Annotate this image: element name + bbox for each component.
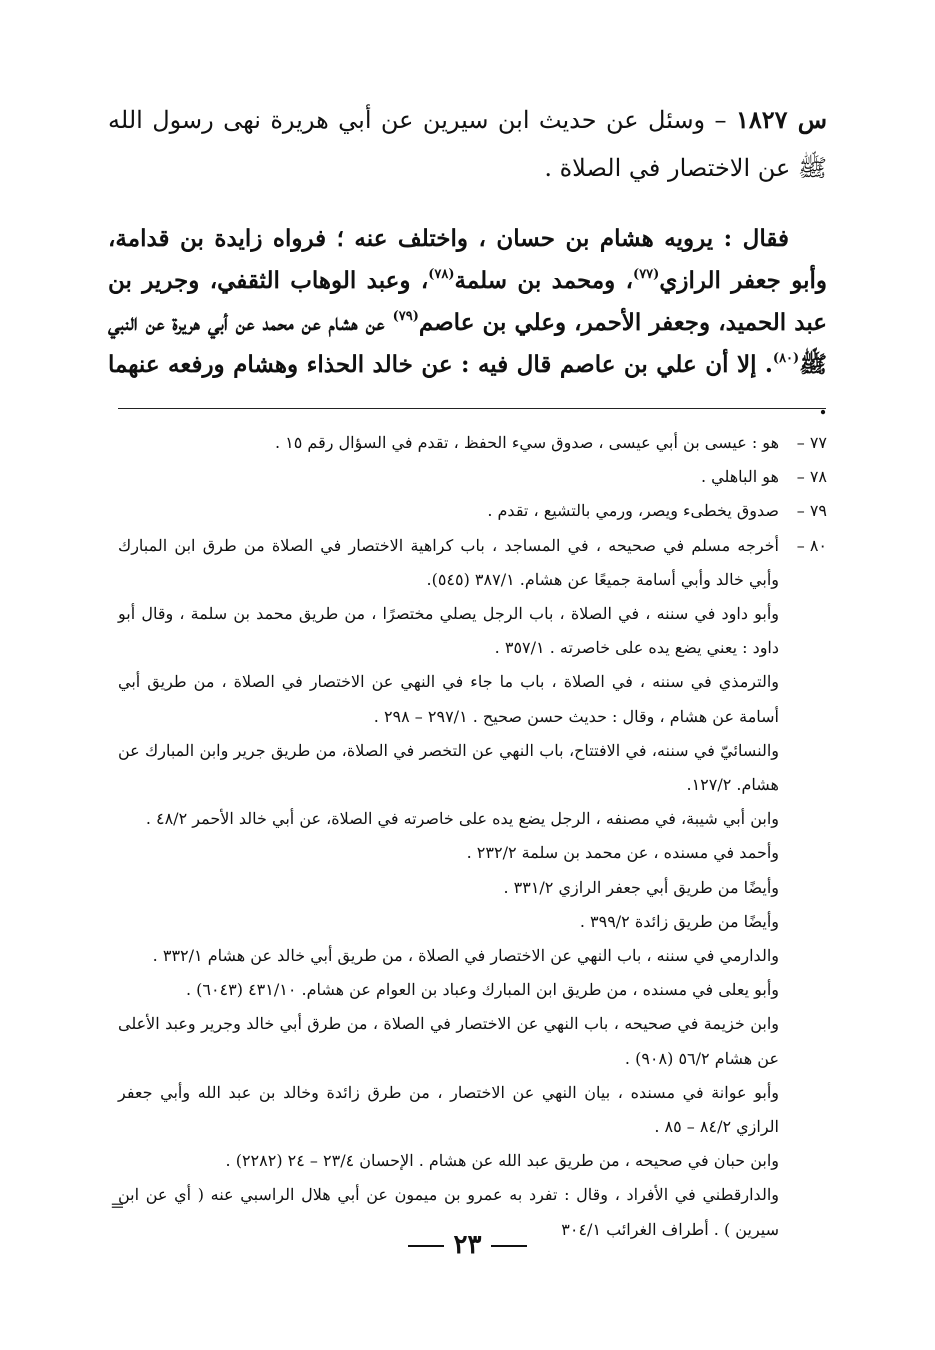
question-paragraph	[108, 96, 827, 192]
footnote-line-abu-awanah: وأبو عوانة في مسنده ، بيان النهي عن الاختصار ، من طرق زائدة وخالد بن عبد الله وأبي جعفر الرازي ٨٤/٢ – ٨٥ .	[118, 1082, 779, 1137]
footnote-line-abudawud: وأبو داود في سننه ، في الصلاة ، باب الرجل يصلي مختصرًا ، من طريق محمد بن سلمة ، وقال أبو داود : يعني يضع يده على خاصرته . ٣٥٧/١ .	[118, 604, 779, 658]
footnote-ref-79[interactable]: (٧٩)	[392, 309, 419, 324]
footnote-line-darimi: والدارمي في سننه ، باب النهي عن الاختصار في الصلاة ، من طريق أبي خالد عن هشام ٣٣٢/١ .	[152, 946, 779, 966]
footnotes	[118, 426, 827, 1247]
page-number-value: ٢٣	[453, 1230, 482, 1260]
answer-text-2: ، ومحمد بن سلمة	[454, 267, 634, 294]
footnote-line-ibn-abi-shaybah: وابن أبي شيبة، في مصنفه ، الرجل يضع يده على خاصرته في الصلاة، عن أبي خالد الأحمر ٤٨/٢ .	[145, 809, 779, 829]
margin-mark: ═	[112, 1196, 123, 1217]
footnote-line: هو الباهلي .	[700, 467, 779, 487]
footnote-line: صدوق يخطىء ويصر، ورمي بالتشيع ، تقدم .	[487, 501, 779, 521]
footnote-ref-80[interactable]: (٨٠)	[772, 351, 800, 366]
footnote-77	[118, 426, 827, 460]
footnote-line-ahmad-2: وأيضًا من طريق أبي جعفر الرازي ٣٣١/٢ .	[503, 877, 779, 897]
question-text: – وسئل عن حديث ابن سيرين عن أبي هريرة نهى رسول الله ﷺ عن الاختصار في الصلاة .	[108, 106, 827, 182]
footnote-80	[118, 529, 827, 1247]
footnote-ref-77[interactable]: (٧٧)	[633, 267, 660, 282]
page-number	[0, 1230, 935, 1260]
footnote-line: هو : عيسى بن أبي عيسى ، صدوق سيء الحفظ ، تقدم في السؤال رقم ١٥ .	[274, 433, 779, 452]
question-number: س ١٨٢٧	[735, 105, 827, 134]
answer-text-3: ، وعبد الوهاب الثقفي، وجرير بن عبد الحميد، وجعفر الأحمر، وعلي بن عاصم	[108, 267, 828, 336]
answer-text-1: فقال : يرويه هشام بن حسان ، واختلف عنه ؛ فرواه زايدة بن قدامة، وأبو جعفر الرازي	[108, 225, 828, 294]
footnote-number: ٧٩ –	[796, 501, 827, 521]
footnote-number: ٧٧ –	[796, 433, 827, 452]
footnote-number: ٨٠ –	[796, 535, 827, 555]
footnote-line-tirmidhi: والترمذي في سننه ، في الصلاة ، باب ما جاء في النهي عن الاختصار في الصلاة ، من طريق أبي أسامة عن هشام ، وقال : حديث حسن صحيح . ٢٩٧/١ – ٢٩٨ .	[118, 672, 779, 726]
footnote-line-abu-yala: وأبو يعلى في مسنده ، من طريق ابن المبارك وعباد بن العوام عن هشام. ٤٣١/١٠ (٦٠٤٣) .	[185, 980, 779, 1000]
answer-text-5: . إلا أن علي بن عاصم قال فيه : عن خالد الحذاء وهشام ورفعه عنهما .	[108, 351, 827, 420]
footnote-79	[118, 494, 827, 528]
footnote-line-ibn-hibban: وابن حبان في صحيحه ، من طريق عبد الله عن هشام . الإحسان ٢٣/٤ – ٢٤ (٢٢٨٢) .	[225, 1151, 779, 1171]
footnote-78	[118, 460, 827, 494]
page-number-dash-right	[491, 1245, 527, 1247]
answer-text-4: عن هشام عن محمد عن أبي هريرة عن النبي ﷺ	[108, 309, 827, 378]
footnote-line-ibn-khuzaymah: وابن خزيمة في صحيحه ، باب النهي عن الاختصار في الصلاة ، من طرق أبي خالد وجرير وعبد الأعلى عن هشام ٥٦/٢ (٩٠٨) .	[118, 1014, 779, 1068]
page-number-dash-left	[408, 1245, 444, 1247]
footnote-number: ٧٨ –	[796, 467, 827, 487]
footnote-line-daraqutni: والدارقطني في الأفراد ، وقال : تفرد به عمرو بن ميمون عن أبي هلال الراسبي عنه ( أي عن ابن سيرين ) . أطراف الغرائب ٣٠٤/١	[118, 1185, 779, 1239]
footnote-line-ahmad-3: وأيضًا من طريق زائدة ٣٩٩/٢ .	[579, 911, 779, 931]
footnote-divider	[118, 408, 826, 409]
footnote-line-nasai: والنسائيّ في سننه، في الافتتاح، باب النهي عن التخصر في الصلاة، من طريق جرير وابن المبارك عن هشام. ١٢٧/٢.	[118, 740, 779, 795]
answer-paragraph	[108, 218, 827, 428]
footnote-ref-78[interactable]: (٧٨)	[428, 267, 455, 282]
footnote-line-ahmad: وأحمد في مسنده ، عن محمد بن سلمة ٢٣٢/٢ .	[466, 843, 779, 863]
footnote-line-muslim: أخرجه مسلم في صحيحه ، في المساجد ، باب كراهية الاختصار في الصلاة من طرق ابن المبارك وأبي خالد وأبي أسامة جميعًا عن هشام. ٣٨٧/١ (٥٤٥).	[118, 535, 779, 589]
